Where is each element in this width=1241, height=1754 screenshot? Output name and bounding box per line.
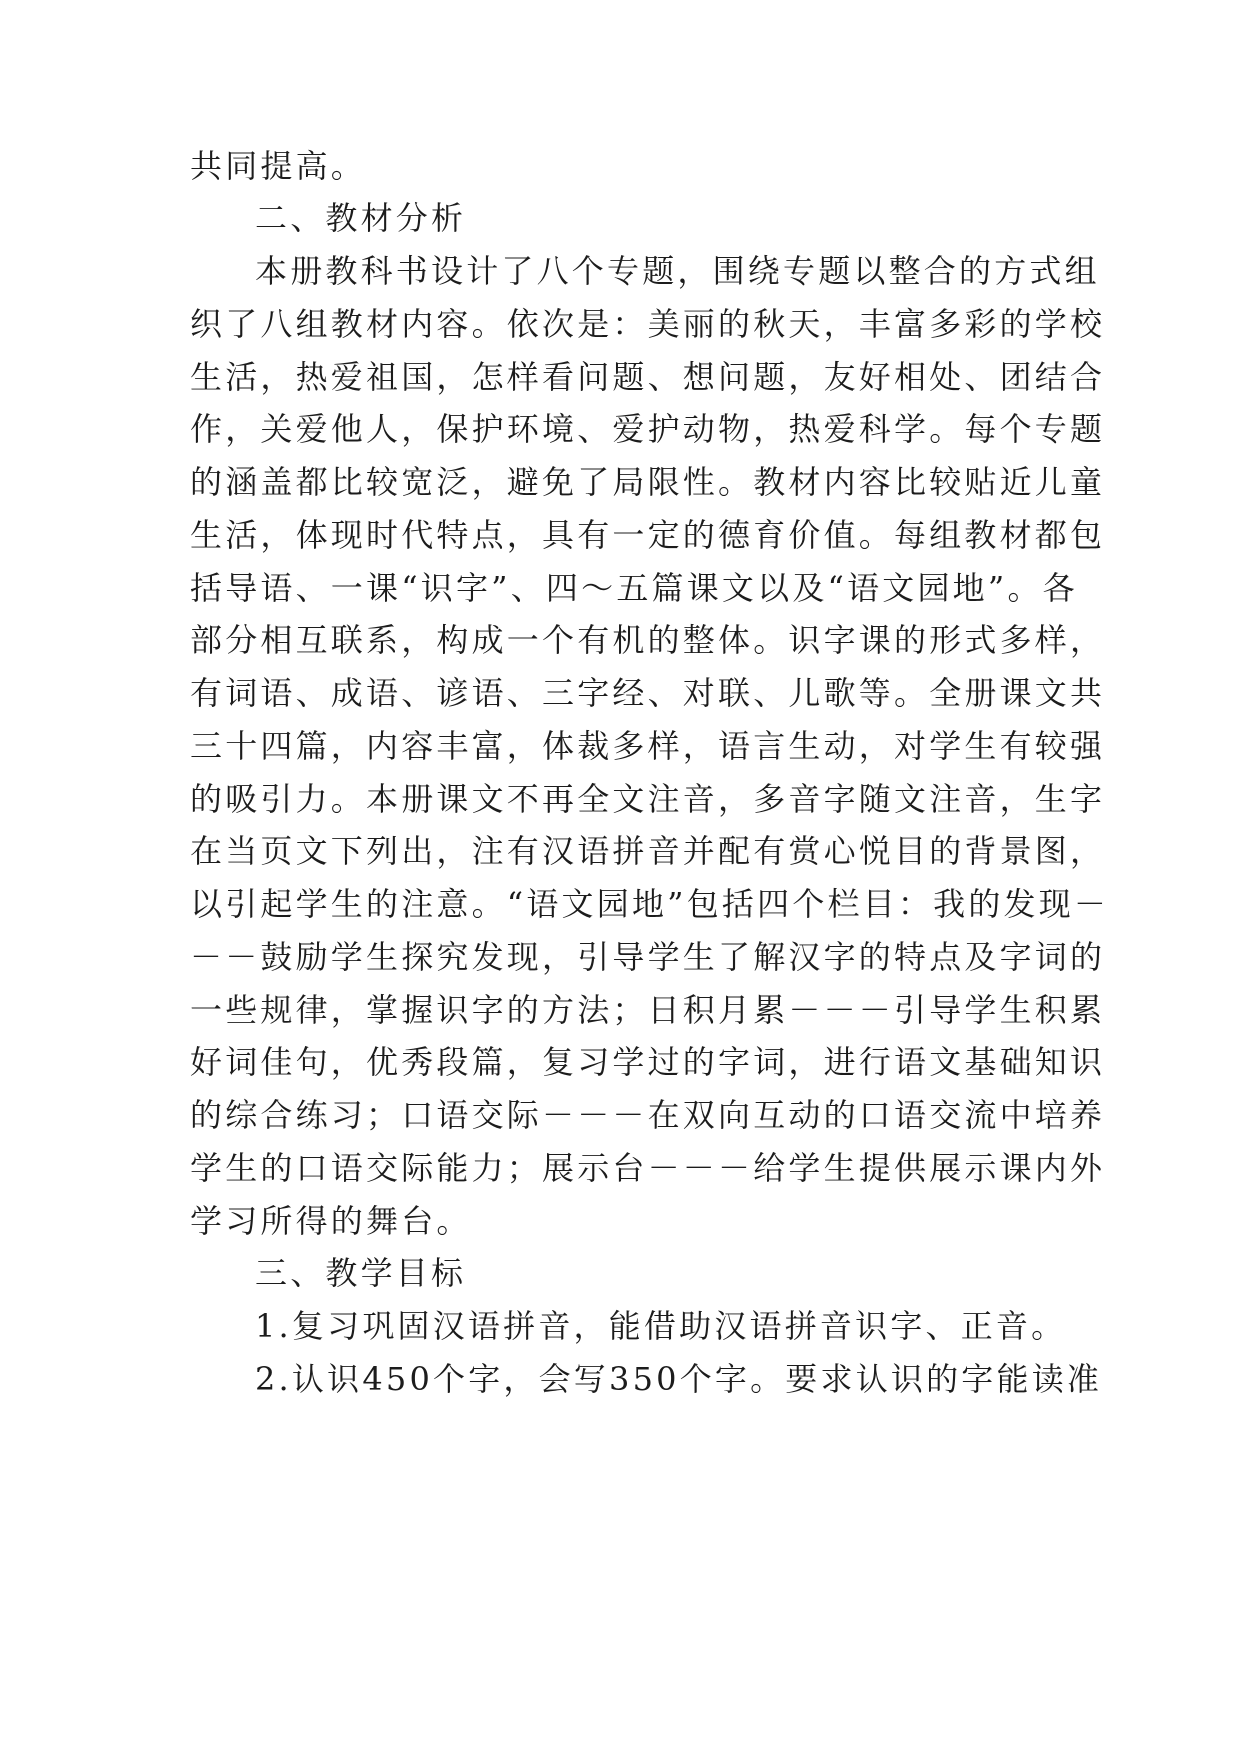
text-line: 的涵盖都比较宽泛，避免了局限性。教材内容比较贴近儿童 [190, 463, 1106, 501]
text-line: 的综合练习；口语交际－－－在双向互动的口语交流中培养 [190, 1096, 1106, 1134]
text-line: 本册教科书设计了八个专题，围绕专题以整合的方式组 [255, 252, 1100, 290]
text-line: 学习所得的舞台。 [190, 1202, 472, 1240]
text-line: 一些规律，掌握识字的方法；日积月累－－－引导学生积累 [190, 991, 1106, 1029]
text-line: 括导语、一课“识字”、四～五篇课文以及“语文园地”。各 [190, 569, 1078, 607]
section-heading: 二、教材分析 [255, 199, 467, 237]
text-line: 作，关爱他人，保护环境、爱护动物，热爱科学。每个专题 [190, 410, 1106, 448]
text-line: 的吸引力。本册课文不再全文注音，多音字随文注音，生字 [190, 780, 1106, 818]
text-line: 在当页文下列出，注有汉语拼音并配有赏心悦目的背景图， [190, 832, 1106, 870]
text-line: 生活，体现时代特点，具有一定的德育价值。每组教材都包 [190, 516, 1106, 554]
text-line: 有词语、成语、谚语、三字经、对联、儿歌等。全册课文共 [190, 674, 1106, 712]
list-item: 1.复习巩固汉语拼音，能借助汉语拼音识字、正音。 [255, 1307, 1067, 1345]
text-line: 织了八组教材内容。依次是：美丽的秋天，丰富多彩的学校 [190, 305, 1106, 343]
text-line: 以引起学生的注意。“语文园地”包括四个栏目：我的发现－ [190, 885, 1110, 923]
text-line: 部分相互联系，构成一个有机的整体。识字课的形式多样， [190, 621, 1106, 659]
text-line: 共同提高。 [190, 147, 367, 185]
text-line: 三十四篇，内容丰富，体裁多样，语言生动，对学生有较强 [190, 727, 1106, 765]
list-item: 2.认识450个字，会写350个字。要求认识的字能读准 [255, 1360, 1103, 1398]
text-line: 好词佳句，优秀段篇，复习学过的字词，进行语文基础知识 [190, 1043, 1106, 1081]
text-line: 学生的口语交际能力；展示台－－－给学生提供展示课内外 [190, 1149, 1106, 1187]
text-line: 生活，热爱祖国，怎样看问题、想问题，友好相处、团结合 [190, 358, 1106, 396]
text-line: －－鼓励学生探究发现，引导学生了解汉字的特点及字词的 [190, 938, 1106, 976]
section-heading: 三、教学目标 [255, 1254, 467, 1292]
